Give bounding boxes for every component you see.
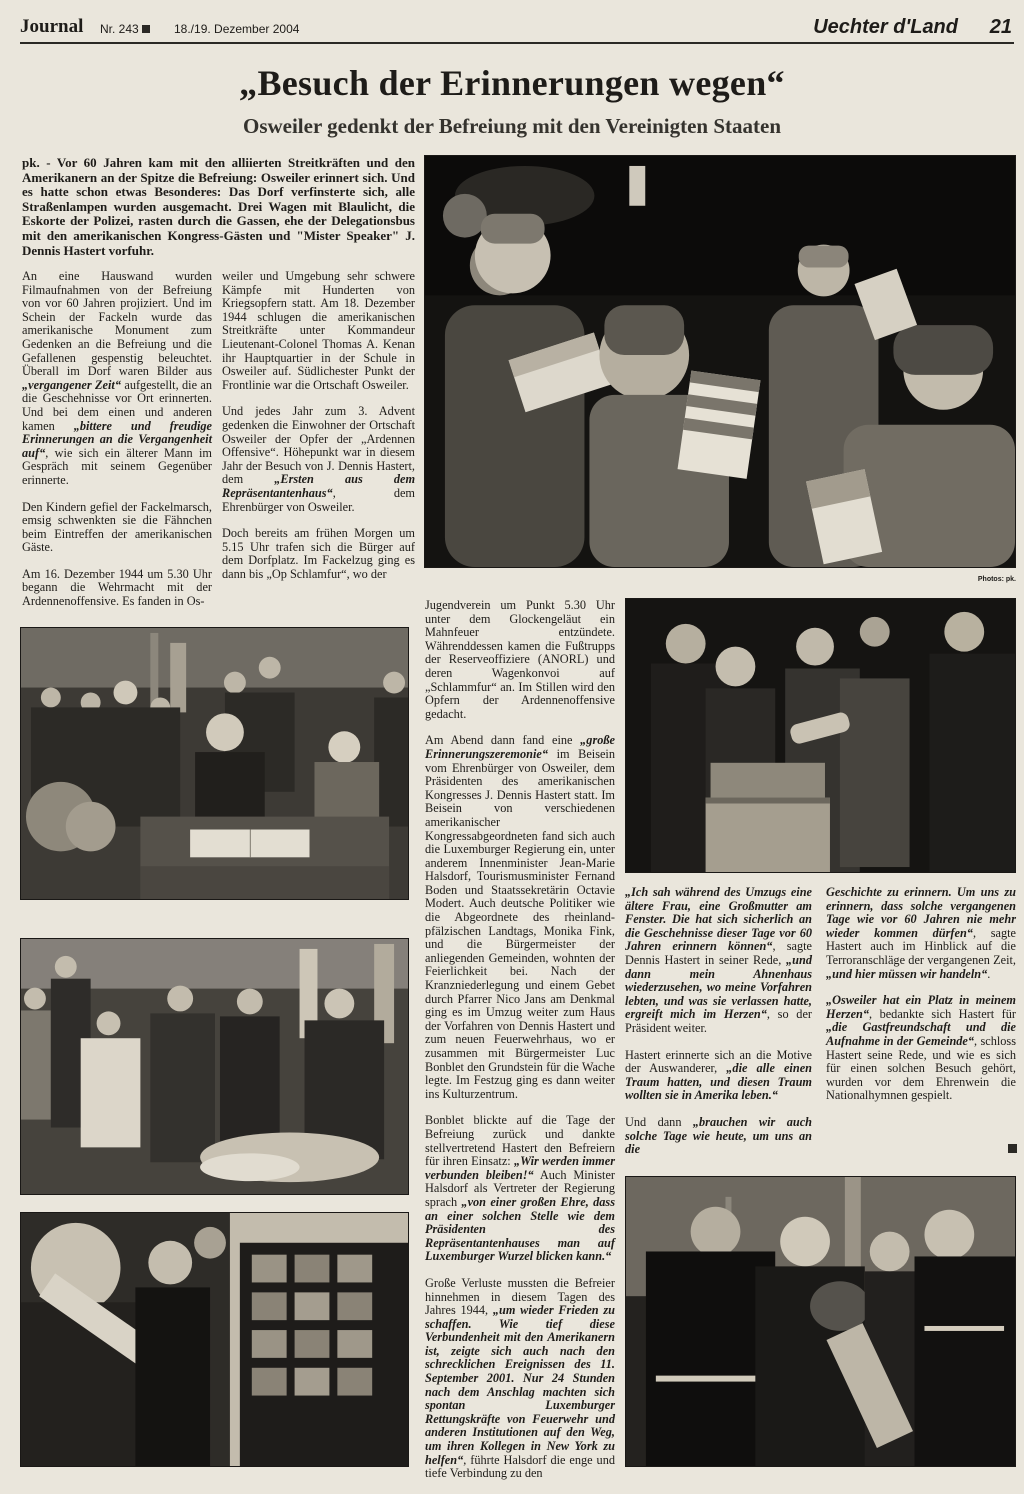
paragraph: An eine Hauswand wurden Filmaufnahmen von der Befreiung von vor 60 Jahren projiziert. Und im Schein der Fackeln wurde das amerikanische Monument zum Gedenken an die Befreiung und die Gefallenen gespenstig beleuchtet. Überall im Dorf waren Bilder aus „vergangener Zeit“ aufgestellt, die an die Geschehnisse vor Ort erinnerten. Und bei dem einen und anderen kamen „bittere und freudige Erinnerungen an die Vergangenheit auf“, wie sich ein älterer Mann im Gespräch mit seinem Gegenüber erinnerte.	[22, 269, 212, 487]
paragraph: Bonblet blickte auf die Tage der Befreiung zurück und dankte stellvertretend Hastert den Befreiern für ihren Einsatz: „Wir werden immer verbunden bleiben!“ Auch Minister Halsdorf als Vertreter der Regierung sprach „von einer großen Ehre, dass an einer solchen Stelle wie dem Präsidenten des Repräsentantenhauses man auf Luxemburger Wurzel blicken kann.“	[425, 1113, 615, 1264]
separator-square	[142, 25, 150, 33]
paragraph: Jugendverein um Punkt 5.30 Uhr unter dem Glockengeläut ein Mahnfeuer entzündete. Währenddessen kamen die Fußtrupps der Reserveoffiziere (ANORL) und deren Wagenkonvoi auf „Schlammfur“ an. Im Stillen wird den Opfern der Ardennenoffensive gedacht.	[425, 598, 615, 721]
paragraph: Den Kindern gefiel der Fackelmarsch, emsig schwenkten sie die Fähnchen beim Eintreffen der amerikanischen Gäste.	[22, 499, 212, 555]
photo-children-with-flags	[424, 155, 1016, 568]
paragraph: Und jedes Jahr zum 3. Advent gedenken die Einwohner der Ortschaft Osweiler der Opfer der „Ardennen Offensive“. Höhepunkt war in diesem Jahr der Besuch von J. Dennis Hastert, dem „Ersten aus dem Repräsentantenhaus“, dem Ehrenbürger von Osweiler.	[222, 404, 416, 514]
photo-signing-guest-book	[20, 627, 409, 900]
photo-group-portrait	[20, 938, 409, 1195]
photo-helmet-image	[626, 1177, 1015, 1466]
paragraph: Und dann „brauchen wir auch solche Tage wie heute, um uns an die	[625, 1114, 812, 1157]
paragraph: Geschichte zu erinnern. Um uns zu erinnern, dass solche vergangenen Tage wie vor 60 Jahren nie mehr wieder kommen dürfen“, sagte Hastert auch im Hinblick auf die Terroranschläge der vergangenen Zeit, „und hier müssen wir handeln“.	[826, 885, 1016, 981]
photo-helmet-presentation	[625, 1176, 1016, 1467]
paragraph: „Osweiler hat ein Platz in meinem Herzen“, bedankte sich Hastert für „die Gastfreundschaft und die Aufnahme in der Gemeinde“, schloss Hastert seine Rede, und wie es sich für einen solchen Besuch gehört, wurden vor dem Ehrenwein die Nationalhymnen gespielt.	[826, 993, 1016, 1103]
text-column-3	[425, 599, 615, 1494]
article-lead: pk. - Vor 60 Jahren kam mit den alliierten Streitkräften und den Amerikanern an der Spitze die Befreiung: Osweiler erinnert sich. Und es hatte schon etwas Besonderes: Das Dorf verfinsterte sich, alle Straßenlampen wurden ausgemacht. Drei Wagen mit Blaulicht, die Eskorte der Polizei, rasten durch die Gassen, ehe der Delegationsbus mit den amerikanischen Kongress-Gästen und "Mister Speaker" J. Dennis Hastert vorfuhr.	[22, 155, 415, 258]
paragraph: Große Verluste mussten die Befreier hinnehmen in diesem Tagen des Jahres 1944, „um wieder Frieden zu schaffen. Wie tief diese Verbundenheit mit den Amerikanern ist, zeigte sich auch nach den schrecklichen Ereignissen des 11. September 2001. Nur 24 Stunden nach dem Anschlag machten sich spontan Luxemburger Rettungskräfte von Feuerwehr und anderen Institutionen auf den Weg, um ihren Kollegen in New York zu helfen“, führte Halsdorf die enge und tiefe Verbindung zu den	[425, 1275, 615, 1481]
paragraph: Am Abend dann fand eine „große Erinnerungszeremonie“ im Beisein vom Ehrenbürger von Osweiler, dem Präsidenten des amerikanischen Kongresses J. Dennis Hastert statt. Im Beisein von verschiedenen amerikanischer Kongressabgeordneten fand sich auch die Luxemburger Regierung ein, unter anderem Innenminister Jean-Marie Halsdorf, Tourismusminister Fernand Boden und Staatssekretärin Octavie Modert. Auch deutsche Politiker wie die Abgeordnete des rheinland-pfälzischen Landtags, Monika Fink, und die Bürgermeister der anliegenden Gemeinden, wohnten der Feierlichkeit bei. Nach der Kranzniederlegung und einem Gebet durch Pfarrer Nico Jans am Denkmal ging es im Umzug weiter zum Haus der Vorfahren von Dennis Hastert und zum neuen Feuerwehrhaus, wo er zusammen mit Bürgermeister Luc Bonblet den Grundstein für die Wache legte. Im Festzug ging es dann weiter ins Kulturzentrum.	[425, 733, 615, 1101]
paragraph: Doch bereits am frühen Morgen um 5.15 Uhr trafen sich die Bürger auf dem Dorfplatz. Im Fackelzug ging es dann bis „Op Schlamfur“, wo der	[222, 526, 415, 581]
photo-children-image	[425, 156, 1015, 567]
text-column-5	[826, 886, 1016, 1116]
photo-exhibition-image	[21, 1213, 408, 1466]
article-title: „Besuch der Erinnerungen wegen“	[239, 63, 785, 103]
page-number: 21	[989, 16, 1012, 38]
issue-date: 18./19. Dezember 2004	[174, 22, 300, 36]
photo-credit: Photos: pk.	[977, 576, 1016, 583]
text-column-1	[22, 270, 212, 622]
journal-name: Journal	[20, 16, 84, 37]
article-end-mark	[1008, 1144, 1017, 1153]
text-column-2	[222, 270, 415, 594]
article-subtitle: Osweiler gedenkt der Befreiung mit den Vereinigten Staaten	[242, 114, 781, 138]
photo-foundation-image	[626, 599, 1015, 872]
section-title: Uechter d'Land	[813, 16, 958, 38]
photo-exhibition	[20, 1212, 409, 1467]
paragraph: Hastert erinnerte sich an die Motive der Auswanderer, „die alle einen Traum hatten, und diesen Traum wollten sie in Amerika leben.“	[625, 1047, 812, 1103]
photo-foundation-stone	[625, 598, 1016, 873]
text-column-4	[625, 886, 812, 1170]
page-header	[20, 14, 1014, 44]
issue-number: Nr. 243	[100, 22, 152, 36]
paragraph: Am 16. Dezember 1944 um 5.30 Uhr begann die Wehrmacht mit der Ardennenoffensive. Es fanden in Os-	[22, 566, 212, 609]
paragraph: weiler und Umgebung sehr schwere Kämpfe mit Hunderten von Kriegsopfern statt. Am 18. Dezember 1944 schlugen die amerikanischen Streitkräfte unter Kommandeur Lieutenant-Colonel Thomas A. Kenan ihr Hauptquartier in der Schule in Osweiler auf. Südlichester Punkt der Frontlinie war die Ortschaft Osweiler.	[222, 269, 415, 392]
paragraph: „Ich sah während des Umzugs eine ältere Frau, eine Großmutter am Fenster. Die hat sich sicherlich an die Geschehnisse dieser Tage vor 60 Jahren erinnern können“, sagte Dennis Hastert in seiner Rede, „und dann mein Ahnenhaus wiederzusehen, wo meine Vorfahren lebten, und was sie verlassen hatte, ergreift mich im Herzen“, so der Präsident weiter.	[625, 885, 812, 1035]
photo-signing-image	[21, 628, 408, 899]
photo-group-image	[21, 939, 408, 1194]
